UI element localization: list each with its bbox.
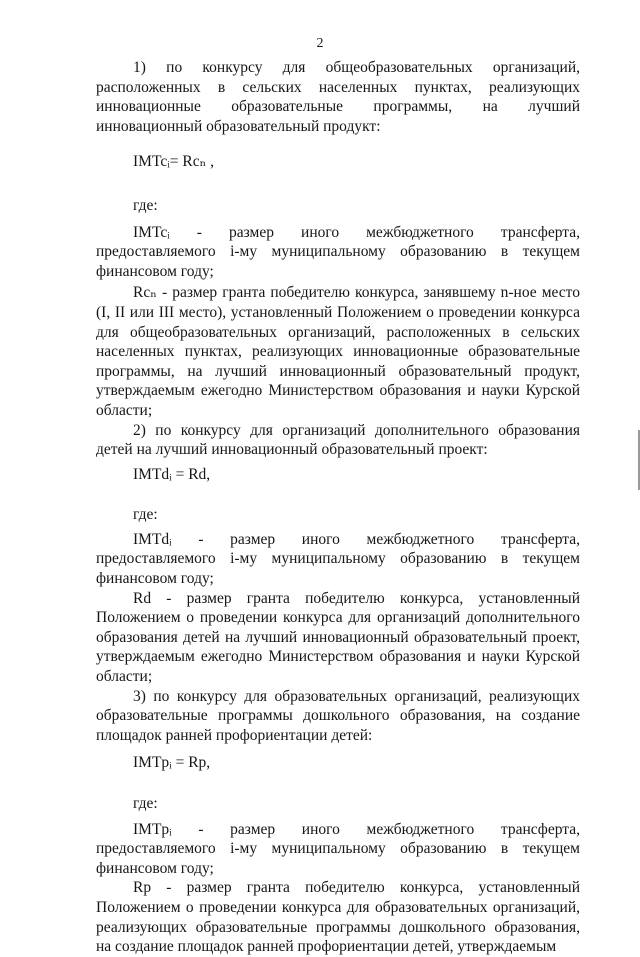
definition-imtd: IMTdᵢ - размер иного межбюджетного трансферта, предоставляемого i-му муниципальному образованию в текущем финансовом году; bbox=[96, 530, 580, 588]
item-1-intro: 1) по конкурсу для общеобразовательных организаций, расположенных в сельских населенных пунктах, реализующих инновационные образовательные программы, на лучший инновационный образовательный продукт: bbox=[96, 59, 580, 135]
definition-imtc: IMTcᵢ - размер иного межбюджетного трансферта, предоставляемого i-му муниципальному образованию в текущем финансовом году; bbox=[96, 223, 580, 280]
item-2-intro: 2) по конкурсу для организаций дополнительного образования детей на лучший инновационный образовательный проект: bbox=[96, 421, 580, 459]
document-body bbox=[96, 58, 580, 957]
where-label-2: где: bbox=[133, 506, 158, 524]
where-label-1: где: bbox=[133, 196, 158, 214]
where-label-3: где: bbox=[133, 795, 158, 812]
formula-imtd: IMTdᵢ = Rd, bbox=[133, 465, 211, 483]
item-3-intro: 3) по конкурсу для образовательных организаций, реализующих образовательные программы дошкольного образования, на создание площадок ранней профориентации детей: bbox=[96, 687, 580, 744]
formula-imtp: IMTpᵢ = Rp, bbox=[133, 754, 211, 772]
definition-rc: Rcₙ - размер гранта победителю конкурса, занявшему n-ное место (I, II или III место), установленный Положением о проведении конкурса для общеобразовательных организаций, расположенных в сельских населенных пунктах, реализующих инновационные образовательные программы, на лучший инновационный образовательный продукт, утверждаемым ежегодно Министерством образования и науки Курской области; bbox=[96, 284, 580, 419]
page-number: 2 bbox=[316, 36, 324, 51]
definition-imtp: IMTpᵢ - размер иного межбюджетного трансферта, предоставляемого i-му муниципальному образованию в текущем финансовом году; bbox=[96, 820, 580, 877]
definition-rp: Rp - размер гранта победителю конкурса, установленный Положением о проведении конкурса для образовательных организаций, реализующих образовательные программы дошкольного образования, на создание площадок ранней профориентации детей, утверждаемым bbox=[96, 879, 580, 956]
definition-rd: Rd - размер гранта победителю конкурса, установленный Положением о проведении конкурса для организаций дополнительного образования детей на лучший инновационный образовательный проект, утверждаемым ежегодно Министерством образования и науки Курской области; bbox=[96, 589, 580, 686]
formula-imtc: IMTcᵢ= Rcₙ , bbox=[133, 153, 215, 171]
